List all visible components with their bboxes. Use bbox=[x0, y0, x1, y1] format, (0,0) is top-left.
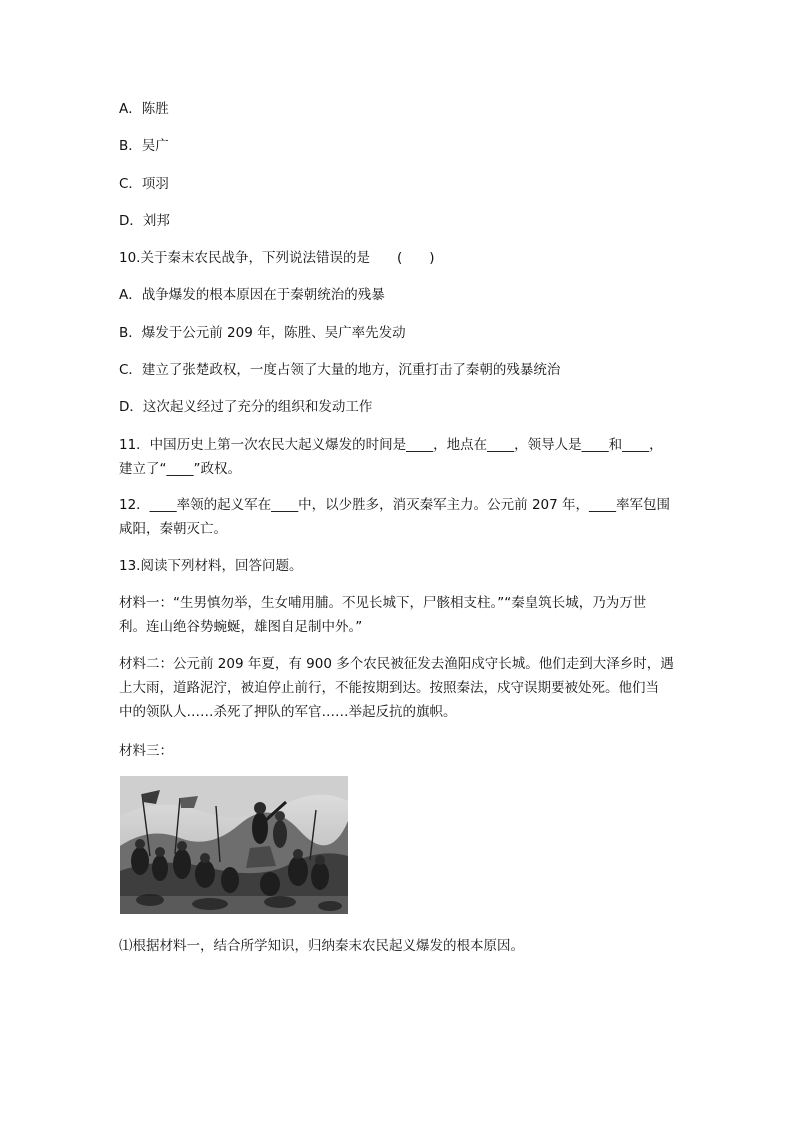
q10-option-d: D．这次起义经过了充分的组织和发动工作 bbox=[119, 399, 373, 415]
q9-option-b: B．吴广 bbox=[119, 138, 169, 154]
q11-line-2: 建立了“____”政权。 bbox=[119, 461, 241, 477]
q13-stem: 13.阅读下列材料，回答问题。 bbox=[119, 558, 303, 574]
material-1-line-1: 材料一：“生男慎勿举，生女哺用脯。不见长城下，尸骸相支柱。”“秦皇筑长城，乃为万世 bbox=[119, 595, 647, 611]
q10-stem: 10.关于秦末农民战争，下列说法错误的是 ( ) bbox=[119, 250, 435, 266]
q13-material-2 bbox=[119, 652, 679, 724]
q9-option-c: C．项羽 bbox=[119, 176, 169, 192]
q13-subquestion-1: ⑴根据材料一，结合所学知识，归纳秦末农民起义爆发的根本原因。 bbox=[119, 938, 524, 954]
uprising-illustration-art bbox=[120, 776, 348, 914]
q13-material-3-label: 材料三： bbox=[119, 743, 173, 759]
q11-question bbox=[119, 433, 679, 481]
q10-option-b: B．爆发于公元前 209 年，陈胜、吴广率先发动 bbox=[119, 325, 406, 341]
material-2-line-1: 材料二：公元前 209 年夏，有 900 多个农民被征发去渔阳戍守长城。他们走到大泽乡时，遇 bbox=[119, 656, 674, 672]
q12-line-2: 咸阳，秦朝灭亡。 bbox=[119, 521, 227, 537]
q13-material-1 bbox=[119, 591, 679, 639]
q10-option-a: A．战争爆发的根本原因在于秦朝统治的残暴 bbox=[119, 287, 385, 303]
q9-option-d: D．刘邦 bbox=[119, 213, 170, 229]
q12-question bbox=[119, 493, 679, 541]
q12-line-1: 12．____率领的起义军在____中，以少胜多，消灭秦军主力。公元前 207 年，____率军包围 bbox=[119, 497, 671, 513]
uprising-illustration bbox=[120, 776, 348, 914]
material-2-line-3: 中的领队人……杀死了押队的军官……举起反抗的旗帜。 bbox=[119, 704, 457, 720]
q10-option-c: C．建立了张楚政权，一度占领了大量的地方，沉重打击了秦朝的残暴统治 bbox=[119, 362, 561, 378]
material-1-line-2: 利。连山绝谷势蜿蜒，雄图自足制中外。” bbox=[119, 619, 363, 635]
q9-option-a: A．陈胜 bbox=[119, 101, 169, 117]
material-2-line-2: 上大雨，道路泥泞，被迫停止前行，不能按期到达。按照秦法，戍守误期要被处死。他们当 bbox=[119, 680, 659, 696]
q11-line-1: 11．中国历史上第一次农民大起义爆发的时间是____，地点在____，领导人是____和____， bbox=[119, 437, 663, 453]
